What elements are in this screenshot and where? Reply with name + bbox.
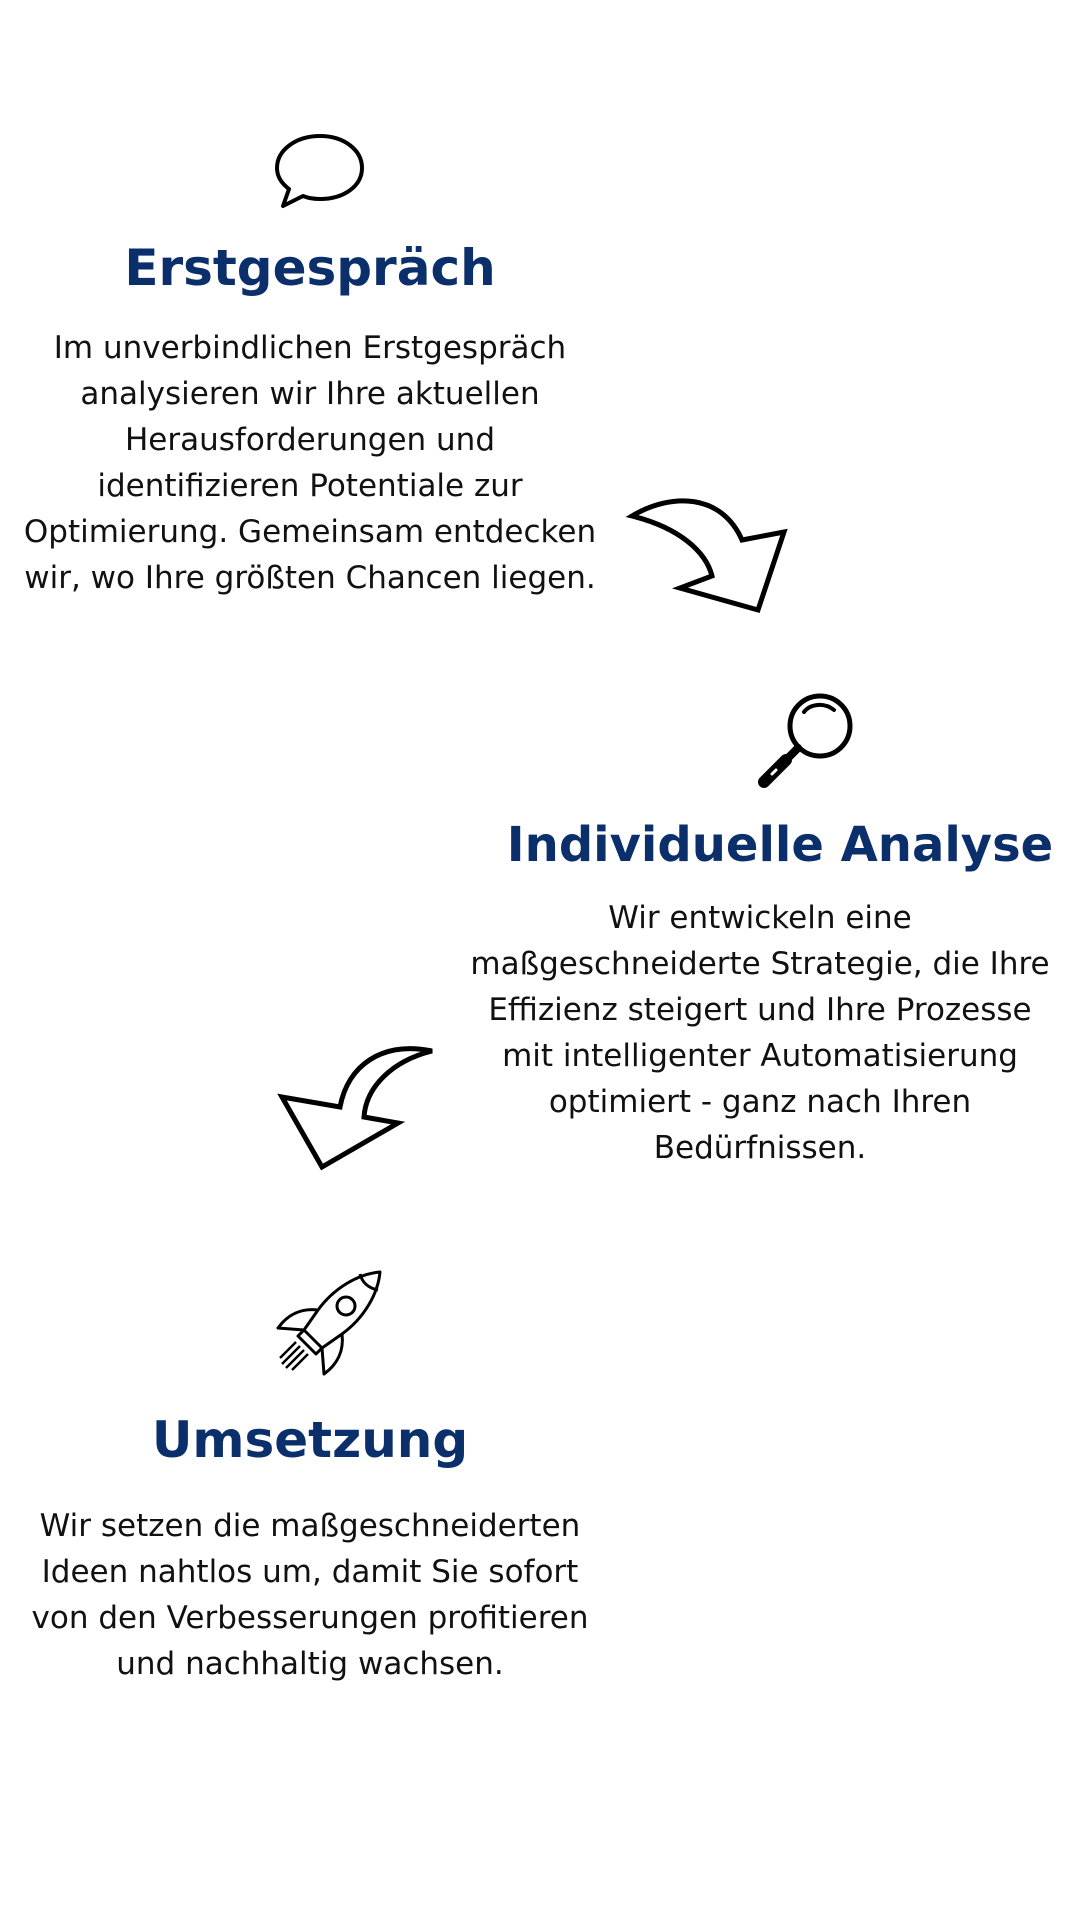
curved-arrow-down-left-icon — [270, 1035, 440, 1175]
curved-arrow-down-right-icon — [620, 480, 800, 620]
step-1-text: Im unverbindlichen Erstgespräch analysieren wir Ihre aktuellen Herausforderungen und identifizieren Potentiale zur Optimierung. Gemeinsam entdecken wir, wo Ihre größten Chancen liegen. — [23, 330, 597, 596]
step-3-title: Umsetzung — [151, 1411, 469, 1469]
speech-bubble-icon — [274, 132, 366, 212]
step-2-text: Wir entwickeln eine maßgeschneiderte Strategie, die Ihre Effizienz steigert und Ihre Prozesse mit intelligenter Automatisierung optimiert - ganz nach Ihren Bedürfnissen. — [470, 900, 1050, 1166]
step-1-title: Erstgespräch — [124, 239, 496, 297]
step-2-title: Individuelle Analyse — [506, 817, 1054, 873]
magnifier-icon — [756, 690, 858, 790]
step-3-text: Wir setzen die maßgeschneiderten Ideen nahtlos um, damit Sie sofort von den Verbesserungen profitieren und nachhaltig wachsen. — [31, 1508, 589, 1682]
rocket-icon — [272, 1268, 384, 1380]
